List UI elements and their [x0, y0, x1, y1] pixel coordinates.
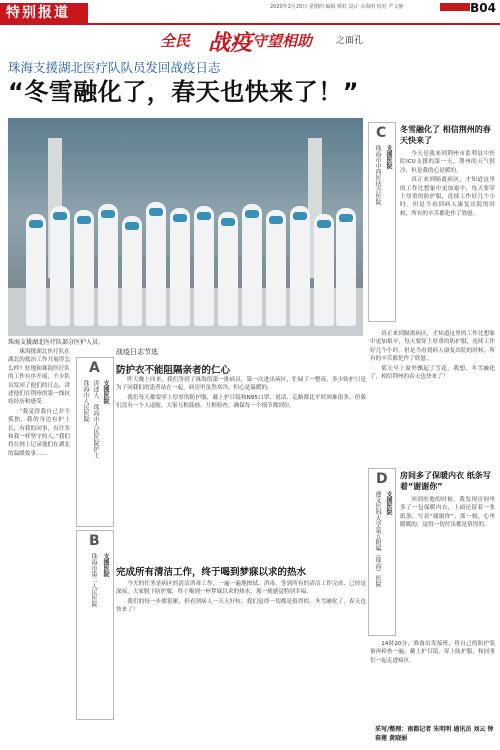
section-d-paragraph: 14时20分，准备出发接班，将自己的防护装备再检查一遍，戴上护目镜，穿上防护服，和同事们一起走进病区。: [370, 641, 495, 664]
header-rule: [0, 23, 500, 25]
section-c-body-1: [400, 150, 495, 270]
team-photo: [8, 118, 363, 336]
section-a-byline: 讲述人：珠海市人民医院护士: [92, 380, 99, 458]
section-d-author-box: [368, 468, 396, 636]
section-c-author-box: [368, 122, 396, 322]
section-a-body: [116, 376, 366, 526]
section-b-letter: B: [89, 533, 100, 549]
section-b-paragraph: 今天的任务是病区的清洁消毒工作，一遍一遍地擦拭、消毒，等到所有的清洁工作完成，已经是深夜。大家脱下防护服，终于喝到一杯梦寐以求的热水，那一刻感觉特别幸福。: [116, 581, 366, 596]
section-d-heading: 房间多了保暖内衣 纸条写着“谢谢你”: [400, 471, 491, 491]
section-d-author-sub: 遵义医科大学第五附属（珠海）医院: [374, 491, 381, 587]
section-b-heading: 完成所有清洁工作，终于喝到梦寐以求的热水: [116, 567, 307, 578]
column-banner: [160, 26, 460, 54]
section-b-body: [116, 580, 366, 720]
section-a-paragraph: 我们每天都要穿上厚厚的防护服，戴上护目镜和N95口罩，说话、走路都比平时困难很多，但我们没有一个人退缩，大家互相鼓励、互相检查，确保每一个细节都到位。: [116, 394, 366, 410]
article-subtitle: 珠海支援湖北医疗队队员发回战疫日志: [8, 60, 221, 75]
section-d-letter: D: [376, 471, 388, 487]
section-a-letter: A: [89, 360, 100, 376]
section-d-body-2: [370, 640, 495, 722]
section-d-paragraph: 回到驻地的时候，我发现房间里多了一包保暖内衣，上面还留着一张纸条，写着“谢谢你”。那一刻，心里暖暖的，觉得一切付出都是值得的。: [400, 497, 495, 529]
section-b-author-box: [76, 530, 114, 720]
section-c-heading: 冬雪融化了 相信荆州的春天快来了: [400, 125, 491, 145]
section-c-author-sub: 珠海市中西医结合医院: [374, 145, 381, 205]
header-bar: [0, 0, 500, 24]
article-title: “冬雪融化了，春天也快来了！”: [8, 78, 360, 106]
intro-paragraph: 珠海援湖北医疗队在湖北的救治工作开展得怎么样？驻地和珠海医疗队的工作有序开展，不少队员发回了他们的日志，讲述他们在荆州的第一线抗疫经历和感受。: [8, 349, 70, 406]
page-badge: [440, 3, 470, 11]
page-number: B04: [470, 1, 496, 15]
section-a-paragraph: 昨天晚上回来，我们等到了珠海的第一批病员，第一次进出病区，忙碌了一整夜，多少防护只是为了同我们的患者站在一起，病房里虽然寒冷，但心是温暖的。: [116, 377, 366, 392]
section-c-paragraph: 那天早上窗外飘起了雪花，我想，冬雪融化了，相信荆州的春天也快来了！: [370, 365, 495, 381]
section-c-paragraph: 真正来到隔离病区，才知道这里的工作比想象中更加艰辛，每天要穿上厚重的防护服，连续工作好几个小时。但是当看到病人康复出院的时候，所有的辛苦都化作了欣慰。: [400, 177, 495, 217]
section-tag: 特别报道: [0, 3, 88, 23]
page-meta: 2020年2月20日 星期四 编辑 蔡虹 设计 余海明 校对 严文静: [270, 4, 404, 10]
banner-part-1: 全民: [160, 32, 191, 50]
photo-caption: 珠海支援湖北医疗队部分医护人员。: [8, 339, 105, 346]
section-c-author: 支援医院: [385, 145, 392, 169]
diary-title: 战疫日志节选: [116, 348, 158, 356]
banner-part-2: 战疫: [208, 31, 253, 56]
section-b-author-sub: 珠海市第二人民医院: [90, 553, 97, 607]
intro-column: [8, 348, 70, 688]
section-c-paragraph: 真正来到隔离病区，才知道这里的工作比想象中更加艰辛，每天要穿上厚重的防护服，连续工作好几个小时。但是当看到病人康复出院的时候，所有的辛苦都化作了欣慰。: [370, 331, 495, 363]
section-c-paragraph: 今天是我来到荆州市监利县中医院ICU支援的第一天，荆州的天气很冷，但是我的心是暖的。: [400, 151, 495, 174]
section-a-heading: 防护衣不能阻隔亲者的仁心: [116, 365, 231, 376]
section-a-author: 支援医院: [102, 380, 109, 404]
section-b-author: 支援医院: [102, 553, 109, 577]
section-c-body-2: [370, 330, 495, 460]
section-b-paragraph: 我们的每一步都很累，但看到病人一天天好转，我们觉得一切都是值得的。冬雪融化了，春天也快来了！: [116, 598, 366, 614]
reporter-credit: 采写/整理：南都记者 朱明明 通讯员 刘云 钟春莲 黄晓丽: [375, 726, 494, 742]
section-a-author-sub: 珠海市人民医院: [82, 380, 89, 422]
banner-part-3: 守望相助: [252, 32, 313, 50]
section-d-author: 支援医院: [385, 491, 392, 515]
section-a-author-box: [76, 357, 114, 527]
section-c-letter: C: [376, 125, 387, 141]
section-d-body-1: [400, 496, 495, 636]
banner-part-4: 之面孔: [336, 36, 364, 46]
intro-paragraph: “我觉得我自己并不孤独，我的身边有护士长，有我的同事，有许多和我一样坚守的人。”我们将在网上记录他们在湖北的温暖故事……: [8, 408, 70, 457]
